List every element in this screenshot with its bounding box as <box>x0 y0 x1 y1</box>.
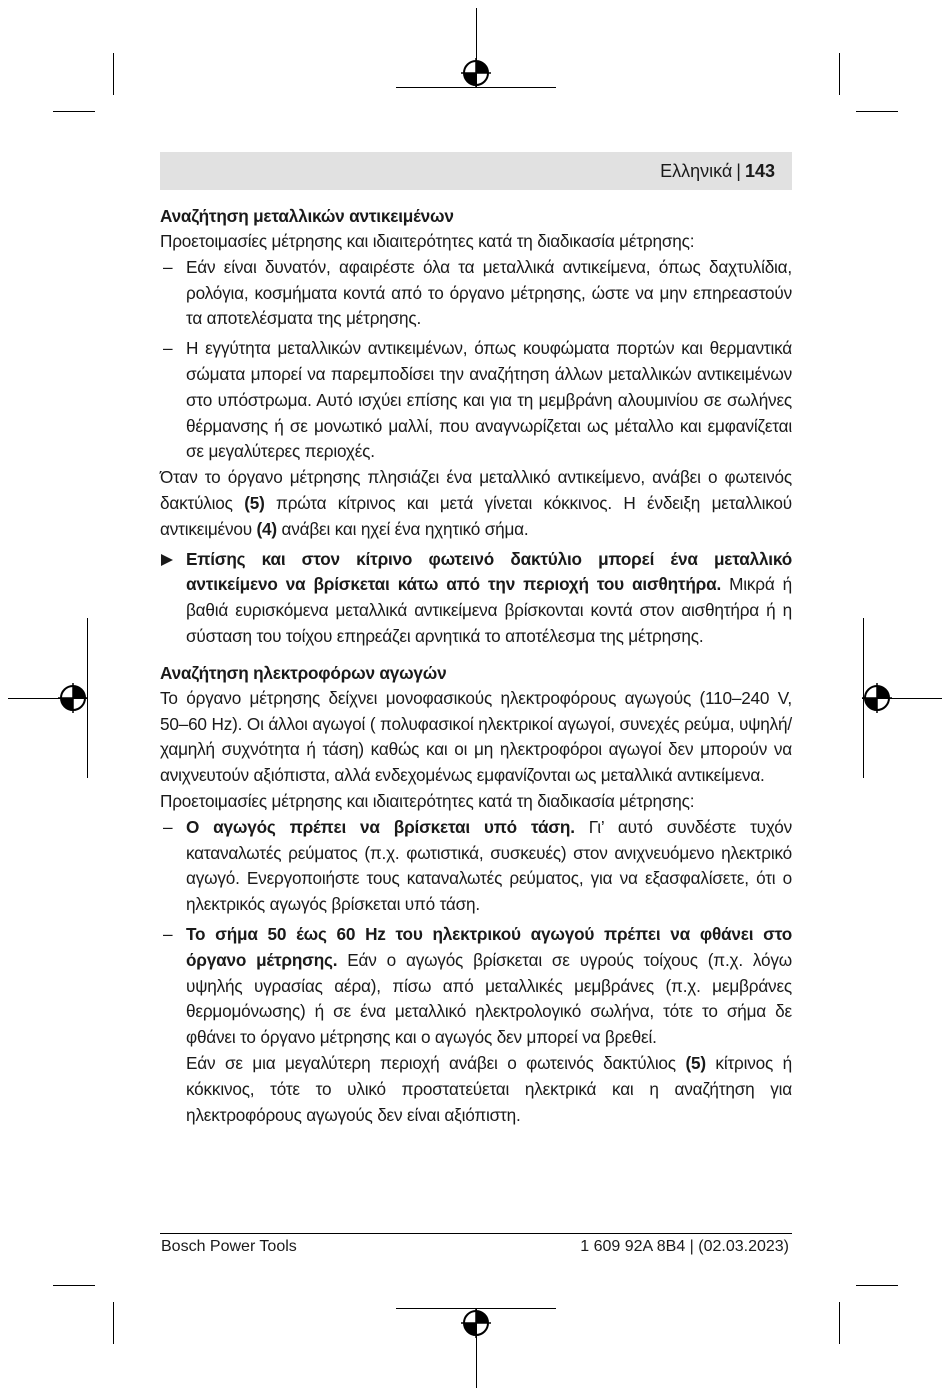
list-item <box>160 336 792 465</box>
list-item-text: Η εγγύτητα μεταλλικών αντικειμένων, όπως κουφώματα πορτών και θερμαντικά σώματα μπορεί να παρεμποδίσει την αναζήτηση άλλων μεταλλικών αντικειμένων στο υπόστρωμα. Αυτό ισχύει επίσης και για τη μεμβράνη αλουμινίου σε σωλήνες θέρμανσης ή σε μονωτικό μαλλί, που αναγνωρίζεται ως μέταλλο και εμφανίζεται σε μεγαλύτερες περιοχές. <box>186 338 792 462</box>
page-content <box>160 203 792 1128</box>
note-text <box>186 547 792 650</box>
text-run: Εάν σε μια μεγαλύτερη περιοχή ανάβει ο φωτεινός δακτύλιος <box>186 1052 686 1073</box>
reference-number: (5) <box>244 492 265 513</box>
list-item <box>160 815 792 918</box>
registration-target-icon <box>461 1308 491 1338</box>
text-run: Εάν ο αγωγός βρίσκεται σε υγρούς τοίχους (π.χ. λόγω υψηλής υγρασίας αέρα), πίσω από μεταλλικές μεμβράνες (π.χ. μεμβράνες θερμομόνωσης) ή σε ένα μεταλλικό ηλεκτρολογικό σωλήνα, τότε το σήμα δε φθάνει το όργανο μέτρησης και ο αγωγός δεν μπορεί να βρεθεί. <box>186 949 793 1048</box>
registration-target-icon <box>862 683 892 713</box>
list-item-text: Εάν είναι δυνατόν, αφαιρέστε όλα τα μεταλλικά αντικείμενα, όπως δαχτυλίδια, ρολόγια, κοσμήματα κοντά από το όργανο μέτρησης, ώστε να μην επηρεαστούν τα αποτελέσματα της μέτρησης. <box>186 256 792 329</box>
registration-target-icon <box>461 58 491 88</box>
list-item <box>160 922 792 1128</box>
list-item <box>160 255 792 332</box>
registration-target-icon <box>58 683 88 713</box>
text-run: πρώτα κίτρινος και μετά γίνεται κόκκινος. Η ένδειξη μεταλλικού αντικειμένου <box>160 492 792 539</box>
header-separator: | <box>736 161 741 181</box>
text-run: ανάβει και ηχεί ένα ηχητικό σήμα. <box>276 518 529 539</box>
live-intro: Προετοιμασίες μέτρησης και ιδιαιτερότητες κατά τη διαδικασία μέτρησης: <box>160 790 695 811</box>
crop-mark <box>856 1285 898 1286</box>
note-item <box>160 547 792 650</box>
list-item-text <box>186 815 792 918</box>
crop-mark <box>113 53 114 95</box>
crop-mark <box>113 1302 114 1344</box>
page-number: 143 <box>744 161 775 181</box>
text-run: Όταν το όργανο μέτρησης πλησιάζει ένα μεταλλικό αντικείμενο, ανάβει ο φωτεινός δακτύλιος <box>160 467 792 513</box>
footer-brand: Bosch Power Tools <box>161 1238 297 1255</box>
footer-divider <box>160 1233 792 1234</box>
crop-mark <box>53 111 95 112</box>
list-dash: – <box>163 256 173 277</box>
metal-detection-paragraph <box>160 465 792 542</box>
reference-number: (5) <box>685 1052 706 1073</box>
header-language: Ελληνικά <box>660 161 733 181</box>
footer-code: 1 609 92A 8B4 | (02.03.2023) <box>580 1238 789 1255</box>
list-item-extra <box>186 1051 792 1128</box>
list-item-bold: Ο αγωγός πρέπει να βρίσκεται υπό τάση. <box>186 816 575 837</box>
crop-mark <box>856 111 898 112</box>
list-dash: – <box>163 338 173 359</box>
metal-intro: Προετοιμασίες μέτρησης και ιδιαιτερότητες κατά τη διαδικασία μέτρησης: <box>160 231 695 251</box>
text-run: κίτρινος ή κόκκινος, τότε το υλικό προστατεύεται ηλεκτρικά και η αναζήτηση για ηλεκτροφόρους αγωγούς δεν είναι αξιόπιστη. <box>186 1052 792 1125</box>
list-dash: – <box>163 923 173 944</box>
text-run: Μικρά ή βαθιά ευρισκόμενα μεταλλικά αντικείμενα βρίσκονται κοντά στον αισθητήρα ή η σύσταση του τοίχου επηρεάζει αρνητικά το αποτέλεσμα της μέτρησης. <box>186 574 792 646</box>
section-title-metal: Αναζήτηση μεταλλικών αντικειμένων <box>160 206 454 226</box>
list-dash: – <box>163 816 173 837</box>
arrow-right-icon <box>161 554 173 566</box>
live-paragraph: Το όργανο μέτρησης δείχνει μονοφασικούς ηλεκτροφόρους αγωγούς (110–240 V, 50–60 Hz). Οι άλλοι αγωγοί ( πολυφασικοί ηλεκτρικοί αγωγοί, συνεχές ρεύμα, υψηλή/χαμηλή συχνότητα ή τάση) καθώς και οι μη ηλεκτροφόροι αγωγοί δεν μπορούν να ανιχνευτούν αξιόπιστα, αλλά ενδεχομένως εμφανίζονται ως μεταλλικά αντικείμενα. <box>160 687 792 786</box>
page-header <box>160 152 792 190</box>
crop-mark <box>839 1302 840 1344</box>
list-item-bold: Το σήμα 50 έως 60 Hz του ηλεκτρικού αγωγού πρέπει να φθάνει στο όργανο μέτρησης. <box>186 923 792 970</box>
crop-mark <box>839 53 840 95</box>
crop-mark <box>53 1285 95 1286</box>
list-item-text <box>186 922 792 1051</box>
section-title-live: Αναζήτηση ηλεκτροφόρων αγωγών <box>160 662 447 683</box>
text-run: Γι’ αυτό συνδέστε τυχόν καταναλωτές ρεύματος (π.χ. φωτιστικά, συσκευές) στον ανιχνευόμενο ηλεκτρικό αγωγό. Ενεργοποιήστε τους καταναλωτές ρεύματος, για να εξασφαλίσετε, ότι ο ηλεκτρικός αγωγός βρίσκεται υπό τάση. <box>186 816 792 915</box>
reference-number: (4) <box>256 518 277 539</box>
note-bold: Επίσης και στον κίτρινο φωτεινό δακτύλιο μπορεί ένα μεταλλικό αντικείμενο να βρίσκεται κάτω από την περιοχή του αισθητήρα. <box>186 548 792 595</box>
header-text <box>660 160 775 182</box>
